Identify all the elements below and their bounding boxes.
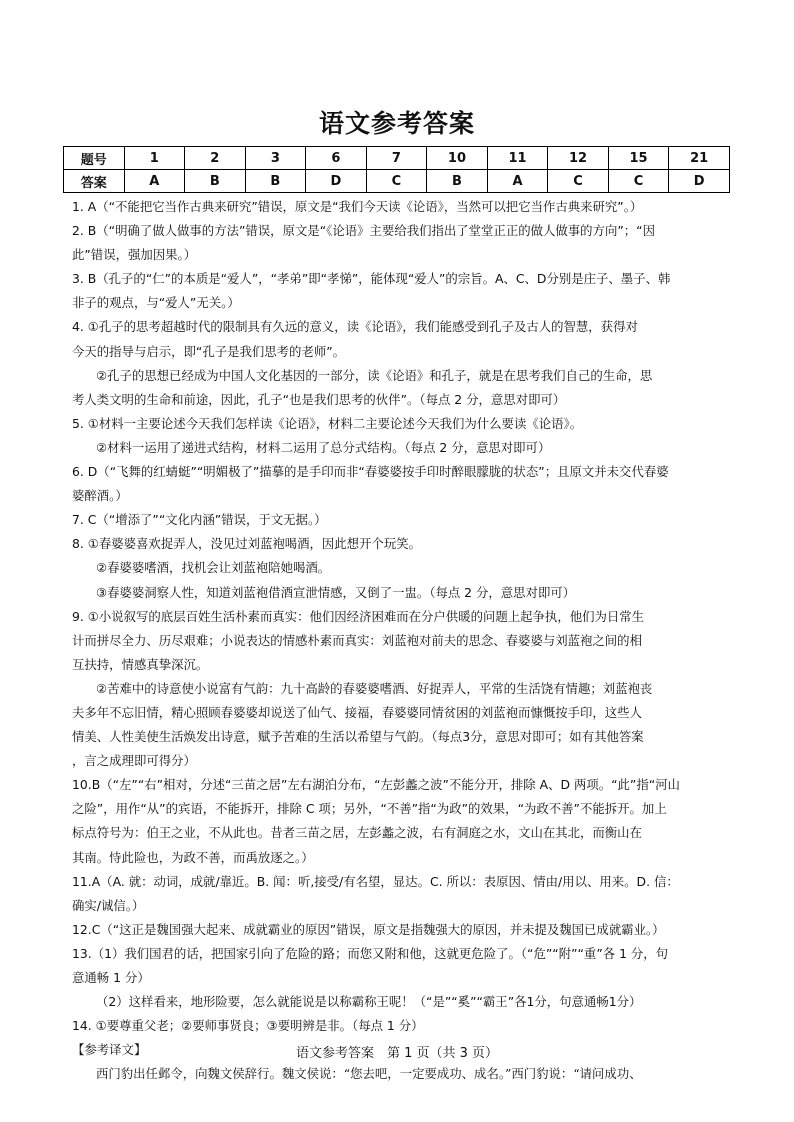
text-line: 4. ①孔子的思考超越时代的限制具有久远的意义，读《论语》，我们能感受到孔子及古人的智慧，获得对 <box>72 319 638 335</box>
text-line: 之险”，用作“从”的宾语，不能拆开，排除 C 项；另外，“不善”指“为政”的效果，“为政不善”不能拆开。加上 <box>72 801 667 817</box>
answer-label: 答案 <box>64 170 125 193</box>
text-line: 婆醉酒。） <box>72 488 128 504</box>
question-number: 10 <box>427 147 488 170</box>
text-line: 情美、人性美使生活焕发出诗意，赋予苦难的生活以希望与气韵。（每点3分，意思对即可；如有其他答案 <box>72 729 644 745</box>
text-line: 意通畅 1 分） <box>72 970 150 985</box>
answer-cell: B <box>427 170 488 193</box>
question-number: 11 <box>487 147 548 170</box>
text-line: 7. C（“增添了”“文化内涵”错误，于文无据。） <box>72 512 327 528</box>
text-line: 夫多年不忘旧情，精心照顾春婆婆却说送了仙气、接福，春婆婆同情贫困的刘蓝袍而慷慨按手印，这些人 <box>72 704 642 720</box>
text-line: （2）这样看来，地形险要，怎么就能说是以称霸称王呢！（“是”“奚”“霸王”各1分，句意通畅1分） <box>96 994 642 1010</box>
text-line: ③春婆婆洞察人性，知道刘蓝袍借酒宣泄情感，又倒了一盅。（每点 2 分，意思对即可） <box>96 584 576 600</box>
text-line: 14. ①要尊重父老；②要师事贤良；③要明辨是非。（每点 1 分） <box>72 1018 424 1034</box>
question-number: 6 <box>306 147 367 170</box>
answer-cell: D <box>306 170 367 193</box>
text-line: 8. ①春婆婆喜欢捉弄人，没见过刘蓝袍喝酒，因此想开个玩笑。 <box>72 536 422 552</box>
question-number: 7 <box>366 147 427 170</box>
text-line: 计而拼尽全力、历尽艰难；小说表达的情感朴素而真实：刘蓝袍对前夫的思念、春婆婆与刘蓝袍之间的相 <box>72 632 642 648</box>
answer-cell: B <box>245 170 306 193</box>
question-number: 21 <box>669 147 730 170</box>
question-number: 1 <box>124 147 185 170</box>
question-number: 2 <box>185 147 246 170</box>
text-line: 12.C（“这正是魏国强大起来、成就霸业的原因”错误，原文是指魏强大的原因，并未提及魏国已成就霸业。） <box>72 921 665 937</box>
text-line: 13.（1）我们国君的话，把国家引向了危险的路；而您又附和他，这就更危险了。（“危”“附”“重”各 1 分，句 <box>72 945 669 961</box>
page-footer: 语文参考答案 第 1 页（共 3 页） <box>295 1046 499 1061</box>
section-heading: 【参考译文】 <box>72 1042 147 1058</box>
text-line: 考人类文明的生命和前途，因此，孔子“也是我们思考的伙伴”。（每点 2 分，意思对即可） <box>72 391 566 407</box>
text-line: 其南。恃此险也，为政不善，而禹放逐之。） <box>72 849 314 865</box>
answer-cell: C <box>608 170 669 193</box>
answer-cell: C <box>366 170 427 193</box>
text-line: 此”错误，强加因果。） <box>72 247 197 263</box>
text-line: 2. B（“明确了做人做事的方法”错误，原文是“《论语》主要给我们指出了堂堂正正的做人做事的方向”；“因 <box>72 223 655 239</box>
text-line: 确实/诚信。） <box>72 897 145 913</box>
text-line: 互扶持，情感真挚深沉。 <box>72 656 209 672</box>
answer-cell: A <box>487 170 548 193</box>
question-number: 3 <box>245 147 306 170</box>
text-line: 10.B（“左”“右”相对，分述“三苗之居”左右湖泊分布，“左彭蠡之波”不能分开，排除 A、D 两项。“此”指“河山 <box>72 777 680 793</box>
header-label: 题号 <box>64 147 125 170</box>
text-line: 5. ①材料一主要论述今天我们怎样读《论语》，材料二主要论述今天我们为什么要读《论语》。 <box>72 415 583 431</box>
text-line: ，言之成理即可得分） <box>72 753 196 769</box>
text-line: 标点符号为：伯王之业，不从此也。昔者三苗之居，左彭蠡之波，右有洞庭之水，文山在其北，而衡山在 <box>72 825 642 841</box>
text-line: 9. ①小说叙写的底层百姓生活朴素而真实：他们因经济困难而在分户供暖的问题上起争执，他们为日常生 <box>72 608 645 624</box>
answer-cell: C <box>548 170 609 193</box>
page-title: 语文参考答案 <box>318 109 475 138</box>
answer-table <box>63 146 730 193</box>
text-line: ②孔子的思想已经成为中国人文化基因的一部分，读《论语》和孔子，就是在思考我们自己的生命，思 <box>96 367 653 383</box>
text-line: 6. D（“飞舞的红蜻蜓”“明媚极了”描摹的是手印而非“春婆婆按手印时醉眼朦胧的状态”；且原文并未交代春婆 <box>72 464 669 480</box>
text-line: ②苦难中的诗意使小说富有气韵：九十高龄的春婆婆嗜酒、好捉弄人，平常的生活饶有情趣；刘蓝袍丧 <box>96 680 653 696</box>
answer-explanations <box>72 195 732 1086</box>
answer-row <box>64 170 730 193</box>
text-line: 今天的指导与启示，即“孔子是我们思考的老师”。 <box>72 343 346 359</box>
answer-cell: D <box>669 170 730 193</box>
answer-cell: A <box>124 170 185 193</box>
text-line: 1. A（“不能把它当作古典来研究”错误，原文是“我们今天读《论语》，当然可以把它当作古典来研究”。） <box>72 199 643 214</box>
text-line: 西门豹出任邺令，向魏文侯辞行。魏文侯说：“您去吧，一定要成功、成名。”西门豹说：“请问成功、 <box>96 1066 642 1082</box>
question-number: 12 <box>548 147 609 170</box>
text-line: ②春婆婆嗜酒，找机会让刘蓝袍陪她喝酒。 <box>96 560 331 576</box>
answer-cell: B <box>185 170 246 193</box>
question-number-row <box>64 147 730 170</box>
text-line: 3. B（孔子的“仁”的本质是“爱人”，“孝弟”即“孝悌”，能体现“爱人”的宗旨。A、C、D分别是庄子、墨子、韩 <box>72 271 671 287</box>
text-line: 非子的观点，与“爱人”无关。） <box>72 295 240 311</box>
question-number: 15 <box>608 147 669 170</box>
text-line: 11.A（A. 就：动词，成就/靠近。B. 闻：听,接受/有名望，显达。C. 所以：表原因、情由/用以、用来。D. 信： <box>72 873 679 889</box>
text-line: ②材料一运用了递进式结构，材料二运用了总分式结构。（每点 2 分，意思对即可） <box>96 439 551 455</box>
